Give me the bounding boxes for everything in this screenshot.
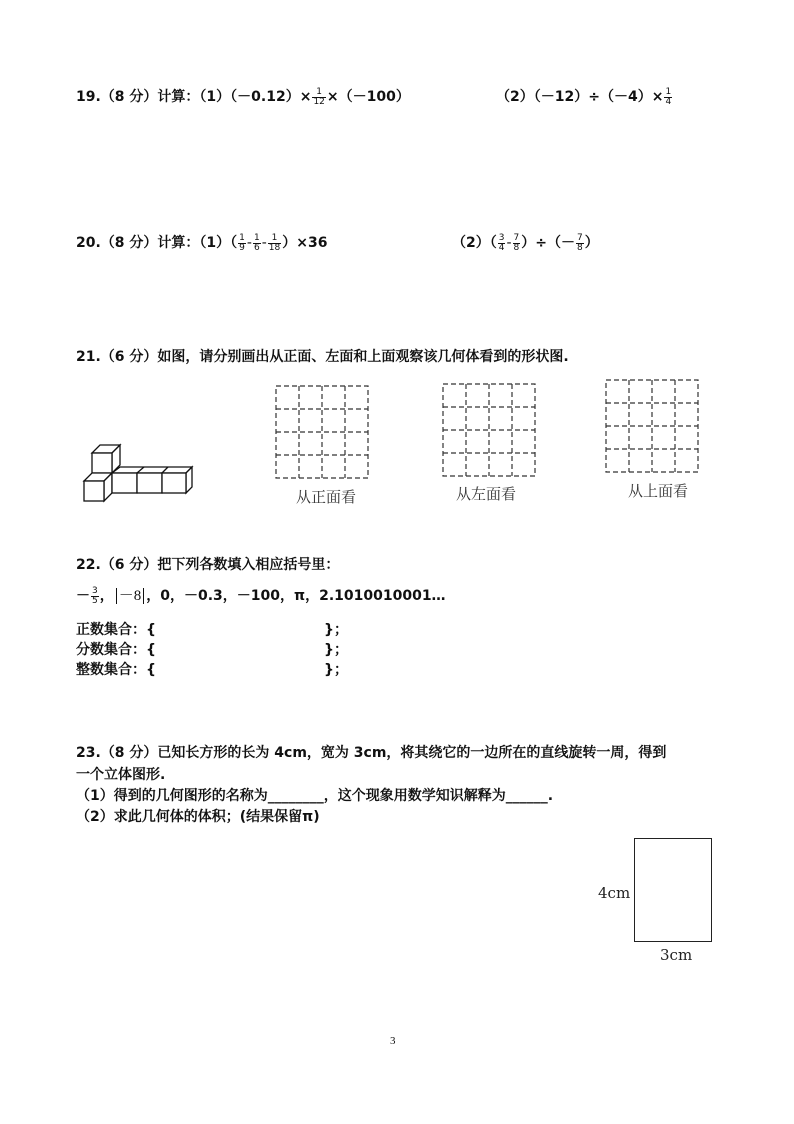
abs-bar-left: [116, 588, 117, 604]
q19-part2: [496, 87, 673, 107]
top-view-caption: 从上面看: [628, 482, 689, 500]
q22-comma: ，: [99, 588, 114, 604]
front-view-caption: 从正面看: [296, 488, 357, 506]
set-fraction-label: 分数集合：{: [76, 642, 156, 658]
set-positive-label: 正数集合：{: [76, 622, 156, 638]
cube-solid-figure: [80, 437, 195, 503]
q20-part2-head: （2）（: [452, 235, 497, 251]
q20-part2: [452, 233, 599, 253]
q20-fraction-d: $\frac{3}{4}$: [498, 232, 505, 253]
q20-fraction-g: $\frac{7}{8}$: [577, 232, 583, 253]
q20-fraction-b: $\frac{1}{6}$: [253, 232, 260, 253]
q22-text: 22.（6 分）把下列各数填入相应括号里：: [76, 557, 340, 573]
q20-minus-2: -: [261, 235, 267, 251]
q19-head: 19.（8 分）计算：（1）（－0.12）×: [76, 89, 312, 105]
q23-line-3: （1）得到的几何图形的名称为________，这个现象用数学知识解释为______.: [76, 788, 554, 804]
q20-fraction-c: $\frac{1}{18}$: [268, 232, 281, 253]
q23-line-4: （2）求此几何体的体积；(结果保留π): [76, 809, 320, 825]
page-number: 3: [390, 1035, 396, 1047]
q19-part2-text: （2）（－12）÷（－4）×: [496, 89, 664, 105]
set-integer-label: 整数集合：{: [76, 662, 156, 678]
q20-minus-3: -: [506, 235, 512, 251]
left-view-grid: [442, 383, 538, 479]
rectangle-height-label: 4cm: [598, 884, 631, 902]
q22-numbers: [76, 586, 446, 606]
set-positive: [76, 620, 348, 640]
q21-text: 21.（6 分）如图，请分别画出从正面、左面和上面观察该几何体看到的形状图.: [76, 349, 569, 365]
set-integer: [76, 660, 348, 680]
q23-line-1: 23.（8 分）已知长方形的长为 4cm，宽为 3cm，将其绕它的一边所在的直线旋转一周，得到: [76, 745, 667, 761]
set-fraction-close: }；: [324, 642, 348, 658]
q20-line: [76, 233, 327, 253]
q19-fraction-1: $\frac{1}{12}$: [313, 86, 325, 107]
q19-fraction-2: $\frac{1}{4}$: [665, 86, 672, 107]
q20-fraction-a: $\frac{1}{9}$: [239, 232, 245, 253]
q23-line-2: 一个立体图形.: [76, 767, 166, 783]
q20-tail-1: ）×36: [282, 235, 328, 251]
top-view-grid: [605, 379, 701, 475]
q22-neg-sign: －: [76, 588, 90, 604]
q19-mid: ×（－100）: [326, 89, 410, 105]
q20-tail-3: ）: [584, 235, 599, 251]
q22-fraction: $\frac{3}{5}$: [92, 585, 98, 606]
front-view-grid: [275, 385, 371, 481]
set-fraction: [76, 640, 348, 660]
rectangle-width-label: 3cm: [660, 946, 693, 964]
q20-fraction-e: $\frac{7}{8}$: [513, 232, 520, 253]
q20-tail-2: ）÷（－: [521, 235, 576, 251]
q20-minus-1: -: [246, 235, 252, 251]
rectangle-figure: [634, 838, 712, 942]
q22-comma-2: ，: [146, 588, 161, 604]
q22-abs-value: －8: [118, 588, 142, 604]
set-positive-close: }；: [324, 622, 348, 638]
abs-bar-right: [143, 588, 144, 604]
set-integer-close: }；: [324, 662, 348, 678]
q19-line: [76, 87, 410, 107]
q20-head: 20.（8 分）计算：（1）（: [76, 235, 238, 251]
q22-rest: 0，－0.3，－100，π，2.1010010001…: [160, 588, 446, 604]
left-view-caption: 从左面看: [456, 485, 517, 503]
